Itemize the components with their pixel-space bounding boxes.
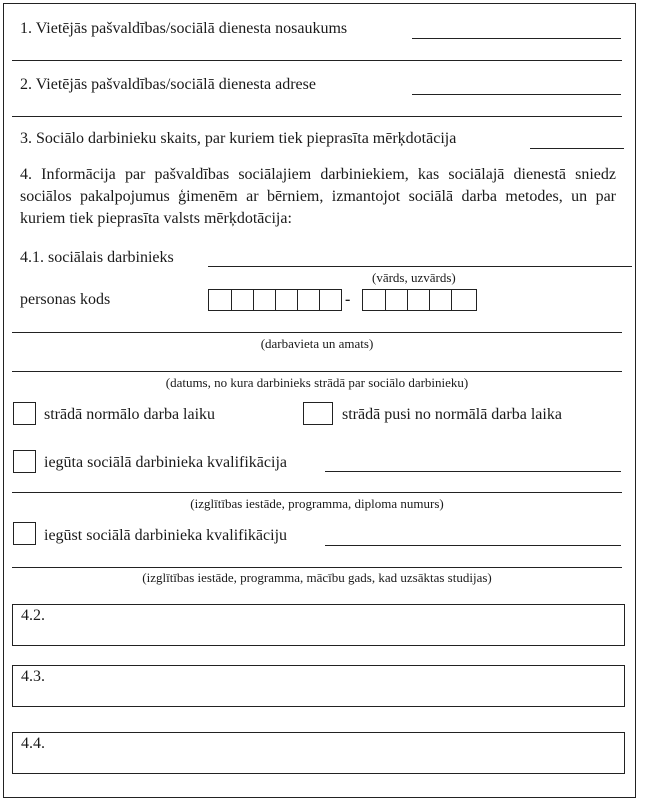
workplace-caption: (darbavieta un amats) xyxy=(260,336,374,351)
item-3-label: 3. Sociālo darbinieku skaits, par kuriem tiek pieprasīta mērķdotācija xyxy=(20,130,457,147)
worker-name-line[interactable] xyxy=(208,266,632,267)
code-cell[interactable] xyxy=(275,290,297,310)
worker-box-label: 4.2. xyxy=(21,607,45,624)
code-cell[interactable] xyxy=(363,290,385,310)
item-1-label: 1. Vietējās pašvaldības/sociālā dienesta nosaukums xyxy=(20,20,348,37)
start-date-caption: (datums, no kura darbinieks strādā par sociālo darbinieku) xyxy=(165,375,469,390)
workplace-line[interactable] xyxy=(12,332,622,333)
code-cell[interactable] xyxy=(319,290,341,310)
code-cell[interactable] xyxy=(407,290,429,310)
half-time-label: strādā pusi no normālā darba laika xyxy=(342,406,562,423)
item-2-second-line[interactable] xyxy=(12,116,622,117)
personal-code-part1[interactable] xyxy=(208,289,342,311)
code-cell[interactable] xyxy=(385,290,407,310)
obtained-qualification-label: iegūta sociālā darbinieka kvalifikācija xyxy=(44,454,287,471)
item-1-second-line[interactable] xyxy=(12,60,622,61)
full-time-checkbox[interactable] xyxy=(13,402,36,425)
item-2-answer-line[interactable] xyxy=(412,94,621,95)
obtaining-qualification-checkbox[interactable] xyxy=(13,522,36,545)
obtained-details-line[interactable] xyxy=(12,492,622,493)
code-cell[interactable] xyxy=(253,290,275,310)
worker-box-label: 4.4. xyxy=(21,735,45,752)
item-1-answer-line[interactable] xyxy=(412,38,621,39)
start-date-line[interactable] xyxy=(12,371,622,372)
full-time-label: strādā normālo darba laiku xyxy=(44,406,216,423)
code-cell[interactable] xyxy=(297,290,319,310)
obtained-qualification-checkbox[interactable] xyxy=(13,450,36,473)
obtaining-qualification-line[interactable] xyxy=(325,545,621,546)
obtaining-qualification-label: iegūst sociālā darbinieka kvalifikāciju xyxy=(44,527,288,544)
worker-box-label: 4.3. xyxy=(21,668,45,685)
code-cell[interactable] xyxy=(209,290,231,310)
personal-code-part2[interactable] xyxy=(362,289,477,311)
code-cell[interactable] xyxy=(231,290,253,310)
obtained-qualification-line[interactable] xyxy=(325,471,621,472)
worker-box-4-4[interactable] xyxy=(12,732,625,774)
worker-box-4-3[interactable] xyxy=(12,665,625,707)
worker-label: 4.1. sociālais darbinieks xyxy=(20,249,174,266)
item-2-label: 2. Vietējās pašvaldības/sociālā dienesta adrese xyxy=(20,76,316,93)
item-4-description: 4. Informācija par pašvaldības sociālajiem darbiniekiem, kas sociālajā dienestā sniedz sociālos pakalpojumus ģimenēm ar bērniem, izmantojot sociālā darba metodes, un par kuriem tiek pieprasīta valsts mērķdotācija: xyxy=(20,166,616,227)
worker-name-caption: (vārds, uzvārds) xyxy=(372,270,456,285)
code-cell[interactable] xyxy=(429,290,451,310)
half-time-checkbox[interactable] xyxy=(303,402,333,425)
item-3-answer-line[interactable] xyxy=(530,148,624,149)
obtaining-details-line[interactable] xyxy=(12,567,622,568)
personal-code-dash: - xyxy=(345,291,351,308)
personal-code-label: personas kods xyxy=(20,291,111,308)
code-cell[interactable] xyxy=(451,290,473,310)
obtained-details-caption: (izglītības iestāde, programma, diploma numurs) xyxy=(190,496,444,511)
obtaining-details-caption: (izglītības iestāde, programma, mācību gads, kad uzsāktas studijas) xyxy=(142,570,492,585)
worker-box-4-2[interactable] xyxy=(12,604,625,646)
